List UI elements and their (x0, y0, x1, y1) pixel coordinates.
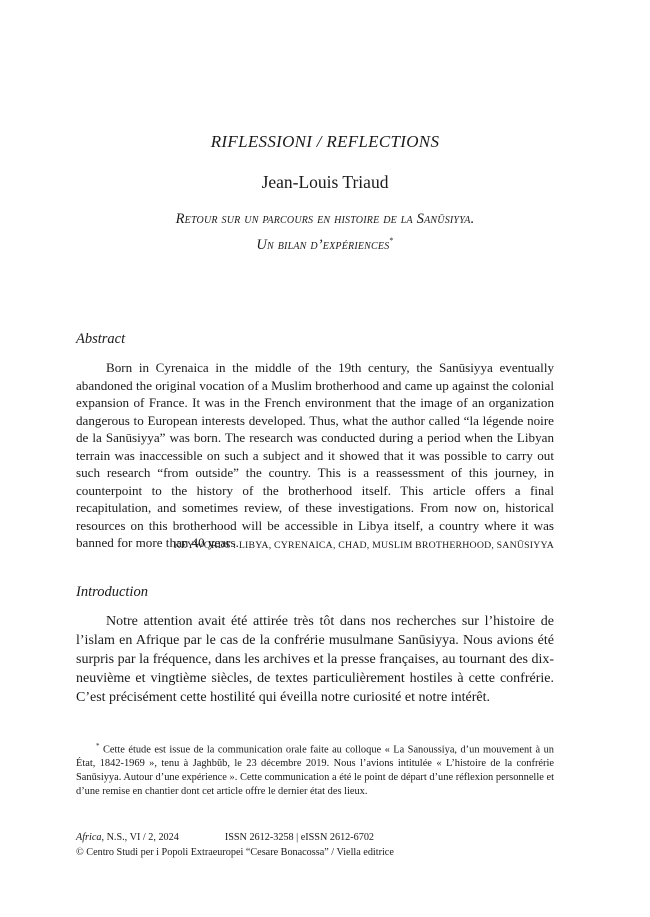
article-title-line-2 (60, 230, 590, 256)
article-title-line-1: Retour sur un parcours en histoire de la Sanūsiyya. (175, 211, 475, 227)
article-title (60, 208, 590, 256)
footnote-marker: * (96, 742, 100, 750)
journal-citation (76, 832, 374, 843)
footnote-reference[interactable]: * (389, 236, 394, 245)
copyright: © Centro Studi per i Popoli Extraeuropei “Cesare Bonacossa” / Viella editrice (76, 847, 394, 858)
issn: ISSN 2612-3258 | eISSN 2612-6702 (224, 832, 375, 843)
introduction-text: Notre attention avait été attirée très tôt dans nos recherches sur l’histoire de l’islam en Afrique par le cas de la confrérie musulmane Sanūsiyya. Nous avions été surpris par la fréquence, dans les archives et la presse françaises, au tournant des dix-neuvième et vingtième siècles, de textes particulièrement hostiles à cette confrérie. C’est précisément cette hostilité qui éveilla notre curiosité et notre intérêt. (76, 614, 554, 705)
journal-name: Africa (76, 832, 102, 843)
footnote-text: Cette étude est issue de la communication orale faite au colloque « La Sanoussiya, d’un mouvement à un État, 1842-1969 », tenu à Jaghbūb, le 23 décembre 2019. Nous l’avions intitulée « L’histoire de la confrérie Sanūsiyya. Autour d’une expérience ». Cette communication a été le point de départ d’une réflexion personnelle et d’une remise en chantier dont cet article offre le dernier état des lieux. (76, 744, 554, 797)
abstract-text: Born in Cyrenaica in the middle of the 19th century, the Sanūsiyya eventually abandoned the original vocation of a Muslim brotherhood and came up against the colonial expansion of France. It was in the French environment that the image of an organization dangerous to European interests developed. Thus, what the author called “la légende noire de la Sanūsiyya” was born. The research was conducted during a period when the Libyan terrain was inaccessible on such a subject and it showed that it was possible to carry out such research “from outside” the country. This is a reassessment of this journey, in counterpoint to the history of the brotherhood itself. This article offers a final recapitulation, and sometimes review, of these investigations. From now on, historical resources on this brotherhood will be accessible in Libya itself, a country where it was banned for more than 40 years. (76, 360, 554, 550)
article-title-line-2-text: Un bilan d’expériences (256, 236, 390, 253)
abstract-heading: Abstract (76, 331, 126, 347)
journal-issue: , N.S., VI / 2, 2024 (101, 832, 179, 843)
author-name: Jean-Louis Triaud (261, 172, 389, 192)
section-title: RIFLESSIONI / REFLECTIONS (210, 132, 440, 151)
introduction-heading: Introduction (76, 584, 148, 600)
footnote (76, 740, 554, 799)
keywords: KEYWORDS : LIBYA, CYRENAICA, CHAD, MUSLIM BROTHERHOOD, SANŪSIYYA (173, 540, 554, 551)
